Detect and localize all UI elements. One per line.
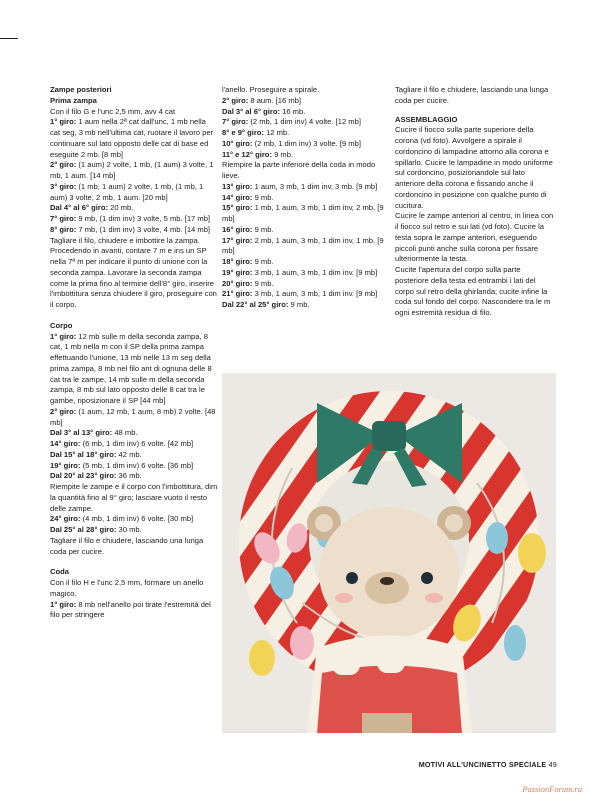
paragraph: Con il filo H e l'unc 2,5 mm, formare un anello magico. [50,578,204,598]
wreath-photo [222,373,556,733]
paragraph: l'anello. Proseguire a spirale. [222,85,320,94]
paragraph: 2° giro: 8 aum. [16 mb] [222,95,302,105]
paragraph: 14° giro: (6 mb, 1 dim inv) 6 volte. [42 mb] [50,439,194,448]
paragraph: 10° giro: (2 mb, 1 dim inv) 3 volte. [9 mb] [222,138,361,148]
paragraph: Dal 3° al 6° giro: 16 mb. [222,106,306,116]
paragraph: Dal 15° al 18° giro: 42 mb. [50,449,142,459]
section-heading: Corpo [50,320,73,330]
top-rule [0,38,18,39]
subsection-heading: Prima zampa [50,95,97,105]
paragraph: Dal 25° al 28° giro: 30 mb. [50,525,142,534]
paragraph: 21° giro: 3 mb, 1 aum, 3 mb, 1 dim inv. [9 mb] [222,289,378,299]
paragraph: 19° giro: (5 mb, 1 dim inv) 6 volte. [36 mb] [50,460,194,470]
paragraph: Dal 4° al 6° giro: 20 mb. [50,203,134,213]
paragraph: 11° e 12° giro: 9 mb. [222,149,294,159]
section-heading: Zampe posteriori [50,85,112,94]
paragraph: Cucite l'apertura del corpo sulla parte posteriore della testa ed entrambi i lati del corpo sul retro della ghirlanda; cucite infine la coda sul fondo del corpo. Nascondere tra le m ogni estremità residua di filo. [395,265,551,317]
paragraph: Tagliare il filo e chiudere, lasciando una lunga coda per cucire. [395,85,549,105]
paragraph: 14° giro: 9 mb. [222,192,274,202]
paragraph: 16° giro: 9 mb. [222,224,274,234]
paragraph: 2° giro: (1 aum, 12 mb, 1 aum, 8 mb) 2 volte. [48 mb] [50,406,216,427]
paragraph: Dal 22° al 25° giro: 9 mb. [222,300,310,309]
paragraph: 1° giro: 8 mb nell'anello poi tirate l'estremità del filo per stringere [50,599,211,620]
section-heading: Coda [50,567,69,577]
paragraph: 7° giro: (2 mb, 1 dim inv) 4 volte. [12 mb] [222,117,361,127]
paragraph: Tagliare il filo e chiudere, lasciando una lunga coda per cucire. [50,535,204,556]
paragraph: 3° giro: (1 mb, 1 aum) 2 volte, 1 mb, (1 mb, 1 aum) 3 volte, 2 mb, 1 aum. [20 mb] [50,181,204,202]
column-2 [222,85,390,311]
paragraph: 1° giro: 12 mb sulle m della seconda zampa, 8 cat, 1 mb nella m con il SP della prima zampa effettuando l'unione, 13 mb nelle 13 m seg della prima zampa, 8 mb nel filo ant di ognuna delle 8 cat tra le zampe, 14 mb sulle m della seconda zampa, 8 mb sul lato opposto delle 8 cat tra le gambe, riposizionare il SP [44 mb] [50,331,212,405]
paragraph: 24° giro: (4 mb, 1 dim inv) 6 volte. [30 mb] [50,514,194,524]
paragraph: 19° giro: 3 mb, 1 aum, 3 mb, 1 dim inv. [9 mb] [222,267,378,277]
paragraph: Cucire le zampe anteriori al centro, in linea con il fiocco sul retro e sui lati (vd foto). Cucire la testa sopra le zampe anteriori, eseguendo piccoli punti anche sulla corona per fissare ulteriormente la testa. [395,211,554,264]
paragraph: Dal 3° al 13° giro: 48 mb. [50,428,138,438]
paragraph: Procedendo in avanti, contare 7 m e ins un SP nella 7ª m per indicare il punto di unione con la seconda zampa. Lavorare la seconda zampa come la prima fino al termine dell'8° giro, inserire l'imbottitura senza chiudere il giro, proseguire con il corpo. [50,246,217,309]
page-number: 49 [548,760,557,769]
paragraph: 15° giro: 1 mb, 1 aum, 3 mb, 1 dim inv, 2 mb. [9 mb] [222,203,384,223]
paragraph: Dal 20° al 23° giro: 36 mb. [50,471,142,481]
watermark: PassionForum.ru [522,784,582,794]
paragraph: 13° giro: 1 aum, 3 mb, 1 dim inv, 3 mb. [9 mb] [222,181,378,191]
magazine-name: MOTIVI ALL'UNCINETTO SPECIALE [418,760,547,769]
section-heading: ASSEMBLAGGIO [395,114,458,124]
paragraph: 7° giro: 9 mb, (1 dim inv) 3 volte, 5 mb. [17 mb] [50,214,211,223]
page-footer [0,760,557,769]
paragraph: Riempire la parte inferiore della coda in modo lieve. [222,160,376,180]
column-1 [50,85,218,621]
wreath-illustration [222,373,556,733]
paragraph: Cucire il fiocco sulla parte superiore della corona (vd foto). Avvolgere a spirale il cordoncino di lampadine attorno alla corona e spillarlo. Cucire le lampadine in modo uniforme sul cordoncino, posizionandole sul lato anteriore della corona e fissando anche il cordoncino in posizione con qualche punto di cucitura. [395,125,553,210]
column-3 [395,85,555,319]
paragraph: 8° e 9° giro: 12 mb. [222,128,290,137]
paragraph: 1° giro: 1 aum nella 2ª cat dall'unc, 1 mb nella cat seg, 3 mb nell'ultima cat, ruotare il lavoro per continuare sul lato opposto delle cat di base ed eseguite 2 mb. [8 mb] [50,117,214,159]
paragraph: 17° giro: 2 mb, 1 aum, 3 mb, 1 dim inv, 1 mb. [9 mb] [222,235,384,256]
paragraph: Riempite le zampe e il corpo con l'imbottitura, dim la quantità fino al 9° giro; lasciare vuoto il resto delle zampe. [50,482,218,513]
paragraph: 2° giro: (1 aum) 2 volte, 1 mb, (1 aum) 3 volte, 1 mb, 1 aum. [14 mb] [50,160,214,180]
paragraph: 8° giro: 7 mb, (1 dim inv) 3 volte, 4 mb. [14 mb] Tagliare il filo, chiudere e imbottire la zampa. [50,224,211,245]
paragraph: 20° giro: 9 mb. [222,278,274,288]
bear-body [307,636,472,734]
paragraph: 18° giro: 9 mb. [222,257,274,266]
paragraph: Con il filo G e l'unc 2,5 mm, avv 4 cat [50,106,176,116]
